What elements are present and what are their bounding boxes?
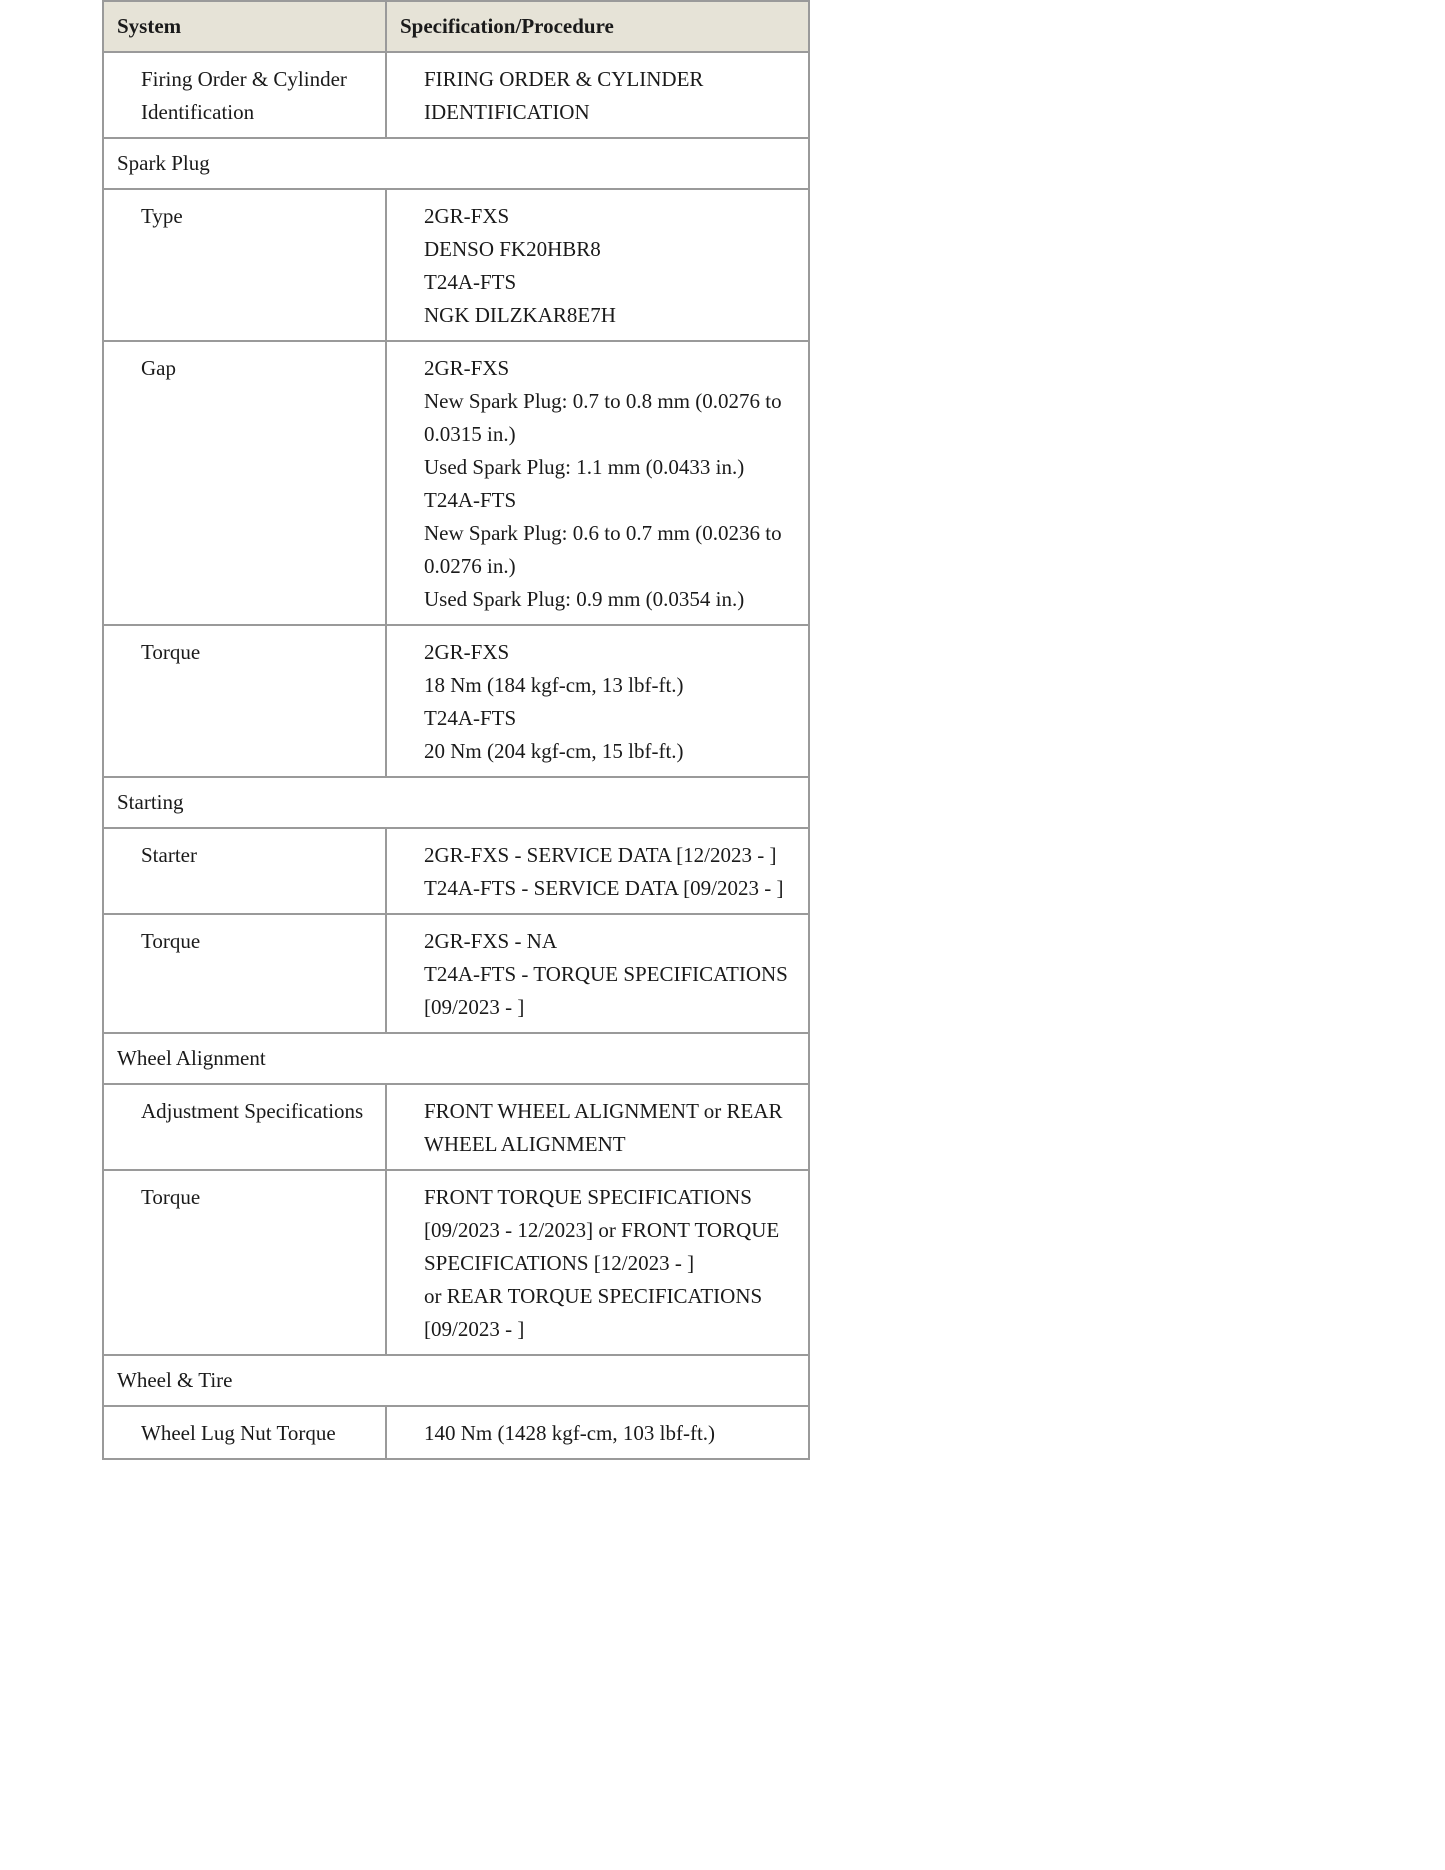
table-row — [103, 341, 809, 625]
specification-cell — [386, 189, 809, 341]
system-cell: Type — [103, 189, 386, 341]
specification-cell — [386, 1084, 809, 1170]
specification-cell — [386, 1170, 809, 1355]
table-header-row — [103, 1, 809, 52]
specification-line: FRONT WHEEL ALIGNMENT or REAR WHEEL ALIGNMENT — [424, 1099, 783, 1156]
specification-line: FIRING ORDER & CYLINDER IDENTIFICATION — [424, 67, 704, 124]
specification-line: 18 Nm (184 kgf-cm, 13 lbf-ft.) — [424, 673, 684, 697]
section-row — [103, 138, 809, 189]
specification-line: T24A-FTS — [424, 270, 517, 294]
specification-line: T24A-FTS — [424, 706, 517, 730]
section-row — [103, 1033, 809, 1084]
table-row — [103, 1084, 809, 1170]
specification-line: 20 Nm (204 kgf-cm, 15 lbf-ft.) — [424, 739, 684, 763]
specification-line: T24A-FTS - TORQUE SPECIFICATIONS [09/2023 - ] — [424, 962, 788, 1019]
section-label: Spark Plug — [103, 138, 809, 189]
specification-line: 2GR-FXS — [424, 356, 510, 380]
specification-cell — [386, 828, 809, 914]
table-row — [103, 189, 809, 341]
specification-cell — [386, 625, 809, 777]
specification-line: New Spark Plug: 0.7 to 0.8 mm (0.0276 to 0.0315 in.) — [424, 389, 782, 446]
specification-line: NGK DILZKAR8E7H — [424, 303, 616, 327]
specification-line: FRONT TORQUE SPECIFICATIONS [09/2023 - 12/2023] or FRONT TORQUE SPECIFICATIONS [12/2023 - ] — [424, 1185, 780, 1275]
system-cell: Adjustment Specifications — [103, 1084, 386, 1170]
specification-cell — [386, 1406, 809, 1459]
specification-line: 140 Nm (1428 kgf-cm, 103 lbf-ft.) — [424, 1421, 716, 1445]
table-row — [103, 914, 809, 1033]
system-cell: Torque — [103, 1170, 386, 1355]
specification-line: 2GR-FXS — [424, 204, 510, 228]
table-row — [103, 828, 809, 914]
system-cell: Wheel Lug Nut Torque — [103, 1406, 386, 1459]
system-cell: Firing Order & Cylinder Identification — [103, 52, 386, 138]
system-cell: Torque — [103, 625, 386, 777]
specification-line: T24A-FTS - SERVICE DATA [09/2023 - ] — [424, 876, 784, 900]
specification-line: or REAR TORQUE SPECIFICATIONS [09/2023 - ] — [424, 1284, 763, 1341]
table-row — [103, 1406, 809, 1459]
system-cell: Gap — [103, 341, 386, 625]
header-system: System — [103, 1, 386, 52]
section-row — [103, 777, 809, 828]
section-row — [103, 1355, 809, 1406]
specification-cell — [386, 341, 809, 625]
system-cell: Starter — [103, 828, 386, 914]
section-label: Starting — [103, 777, 809, 828]
specification-cell — [386, 52, 809, 138]
specification-line: 2GR-FXS — [424, 640, 510, 664]
section-label: Wheel & Tire — [103, 1355, 809, 1406]
table-row — [103, 625, 809, 777]
table-row — [103, 1170, 809, 1355]
specification-line: Used Spark Plug: 0.9 mm (0.0354 in.) — [424, 587, 745, 611]
specification-line: Used Spark Plug: 1.1 mm (0.0433 in.) — [424, 455, 745, 479]
system-cell: Torque — [103, 914, 386, 1033]
table-row — [103, 52, 809, 138]
section-label: Wheel Alignment — [103, 1033, 809, 1084]
specification-line: T24A-FTS — [424, 488, 517, 512]
specification-line: 2GR-FXS - NA — [424, 929, 558, 953]
specification-table — [102, 0, 810, 1460]
specification-line: 2GR-FXS - SERVICE DATA [12/2023 - ] — [424, 843, 777, 867]
specification-line: DENSO FK20HBR8 — [424, 237, 601, 261]
table-body — [103, 52, 809, 1459]
header-specification: Specification/Procedure — [386, 1, 809, 52]
specification-line: New Spark Plug: 0.6 to 0.7 mm (0.0236 to 0.0276 in.) — [424, 521, 782, 578]
specification-cell — [386, 914, 809, 1033]
